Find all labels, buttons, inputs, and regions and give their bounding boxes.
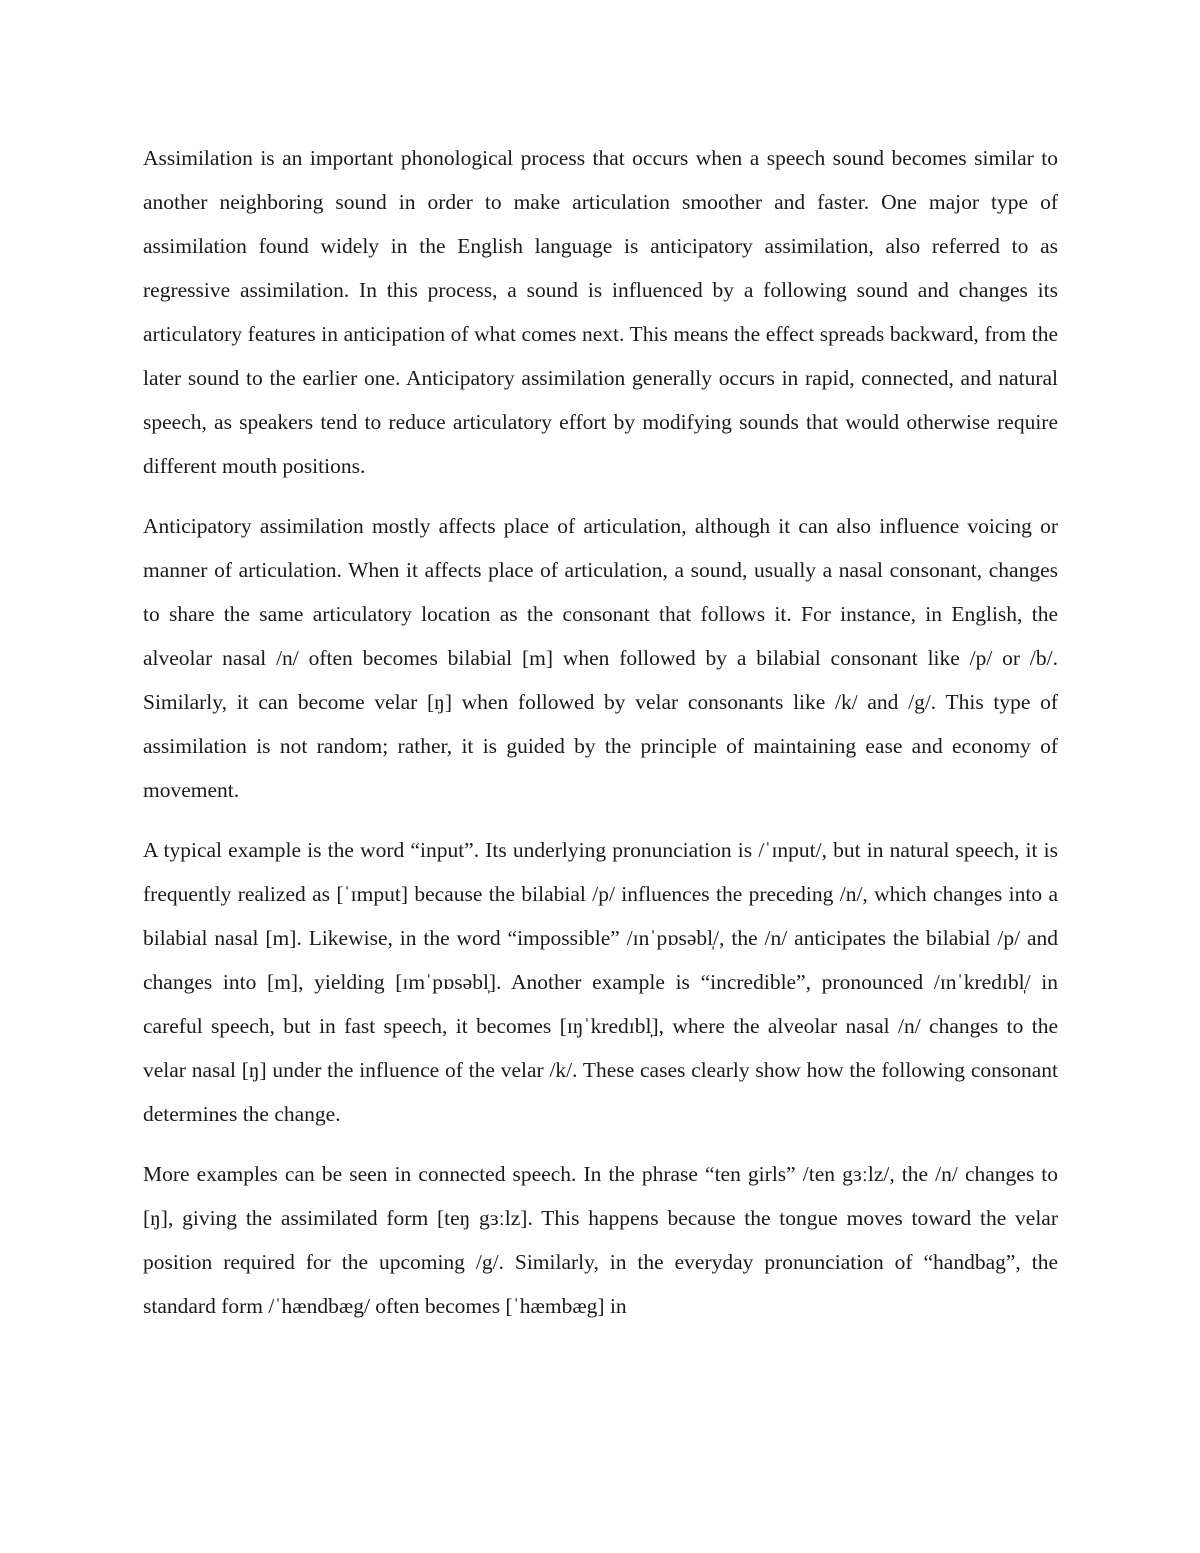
document-body — [143, 136, 1058, 1344]
paragraph-1: Assimilation is an important phonological process that occurs when a speech sound becomes similar to another neighboring sound in order to make articulation smoother and faster. One major type of assimilation found widely in the English language is anticipatory assimilation, also referred to as regressive assimilation. In this process, a sound is influenced by a following sound and changes its articulatory features in anticipation of what comes next. This means the effect spreads backward, from the later sound to the earlier one. Anticipatory assimilation generally occurs in rapid, connected, and natural speech, as speakers tend to reduce articulatory effort by modifying sounds that would otherwise require different mouth positions. — [143, 146, 1058, 478]
paragraph-2: Anticipatory assimilation mostly affects place of articulation, although it can also influence voicing or manner of articulation. When it affects place of articulation, a sound, usually a nasal consonant, changes to share the same articulatory location as the consonant that follows it. For instance, in English, the alveolar nasal /n/ often becomes bilabial [m] when followed by a bilabial consonant like /p/ or /b/. Similarly, it can become velar [ŋ] when followed by velar consonants like /k/ and /g/. This type of assimilation is not random; rather, it is guided by the principle of maintaining ease and economy of movement. — [143, 514, 1058, 802]
paragraph-3: A typical example is the word “input”. Its underlying pronunciation is /ˈɪnput/, but in natural speech, it is frequently realized as [ˈɪmput] because the bilabial /p/ influences the preceding /n/, which changes into a bilabial nasal [m]. Likewise, in the word “impossible” /ɪnˈpɒsəbl̩/, the /n/ anticipates the bilabial /p/ and changes into [m], yielding [ɪmˈpɒsəbl̩]. Another example is “incredible”, pronounced /ɪnˈkredɪbl̩/ in careful speech, but in fast speech, it becomes [ɪŋˈkredɪbl̩], where the alveolar nasal /n/ changes to the velar nasal [ŋ] under the influence of the velar /k/. These cases clearly show how the following consonant determines the change. — [143, 838, 1058, 1126]
paragraph-4: More examples can be seen in connected speech. In the phrase “ten girls” /ten gɜːlz/, the /n/ changes to [ŋ], giving the assimilated form [teŋ gɜːlz]. This happens because the tongue moves toward the velar position required for the upcoming /g/. Similarly, in the everyday pronunciation of “handbag”, the standard form /ˈhændbæg/ often becomes [ˈhæmbæg] in — [143, 1162, 1058, 1318]
